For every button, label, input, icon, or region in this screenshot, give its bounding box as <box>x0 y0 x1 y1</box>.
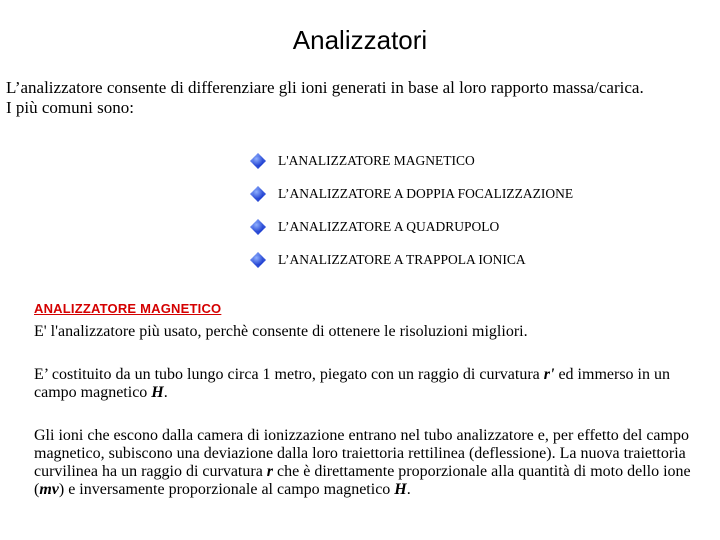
paragraph-2 <box>34 366 716 402</box>
list-item-label: L’ANALIZZATORE A DOPPIA FOCALIZZAZIONE <box>278 185 574 201</box>
paragraph-3 <box>34 427 716 499</box>
intro-line-2: I più comuni sono: <box>6 98 134 117</box>
symbol-h: H <box>151 384 164 401</box>
blue-bullet-icon <box>250 153 266 169</box>
intro-line-1: L’analizzatore consente di differenziare gli ioni generati in base al loro rapporto massa/carica. <box>6 78 644 97</box>
text-span: E’ costituito da un tubo lungo circa 1 metro, piegato con un raggio di curvatura <box>34 366 544 383</box>
text-span: Gli ioni che escono dalla camera di ionizzazione entrano nel tubo analizzatore e, per effetto del campo magnetico, subiscono una deviazione dalla loro traiettoria rettilinea (deflessione). La nuova traiettoria curvilinea ha un raggio di curvatura <box>34 427 689 480</box>
blue-bullet-icon <box>250 252 266 268</box>
list-item <box>250 243 573 276</box>
analyzer-list <box>250 144 573 276</box>
symbol-r: r <box>266 463 274 480</box>
symbol-h: H <box>394 481 407 498</box>
paragraph-1: E' l'analizzatore più usato, perchè consente di ottenere le risoluzioni migliori. <box>34 323 528 340</box>
list-item-label: L’ANALIZZATORE A TRAPPOLA IONICA <box>278 251 526 267</box>
blue-bullet-icon <box>250 219 266 235</box>
symbol-mv: mv <box>39 481 59 498</box>
blue-bullet-icon <box>250 186 266 202</box>
list-item-label: L’ANALIZZATORE A QUADRUPOLO <box>278 218 500 234</box>
text-span: ) e inversamente proporzionale al campo magnetico <box>58 481 395 498</box>
text-span: . <box>163 384 168 401</box>
text-span: che è direttamente proporzionale alla quantità di moto dello ione ( <box>34 463 691 498</box>
list-item <box>250 144 573 177</box>
page-title: Analizzatori <box>292 25 428 55</box>
list-item <box>250 177 573 210</box>
symbol-r-prime: r' <box>543 366 555 383</box>
section-heading: ANALIZZATORE MAGNETICO <box>34 301 222 316</box>
text-span: . <box>406 481 411 498</box>
intro-text <box>6 78 716 118</box>
list-item <box>250 210 573 243</box>
list-item-label: L'ANALIZZATORE MAGNETICO <box>278 152 475 168</box>
text-span: ed immerso in un campo magnetico <box>34 366 670 401</box>
